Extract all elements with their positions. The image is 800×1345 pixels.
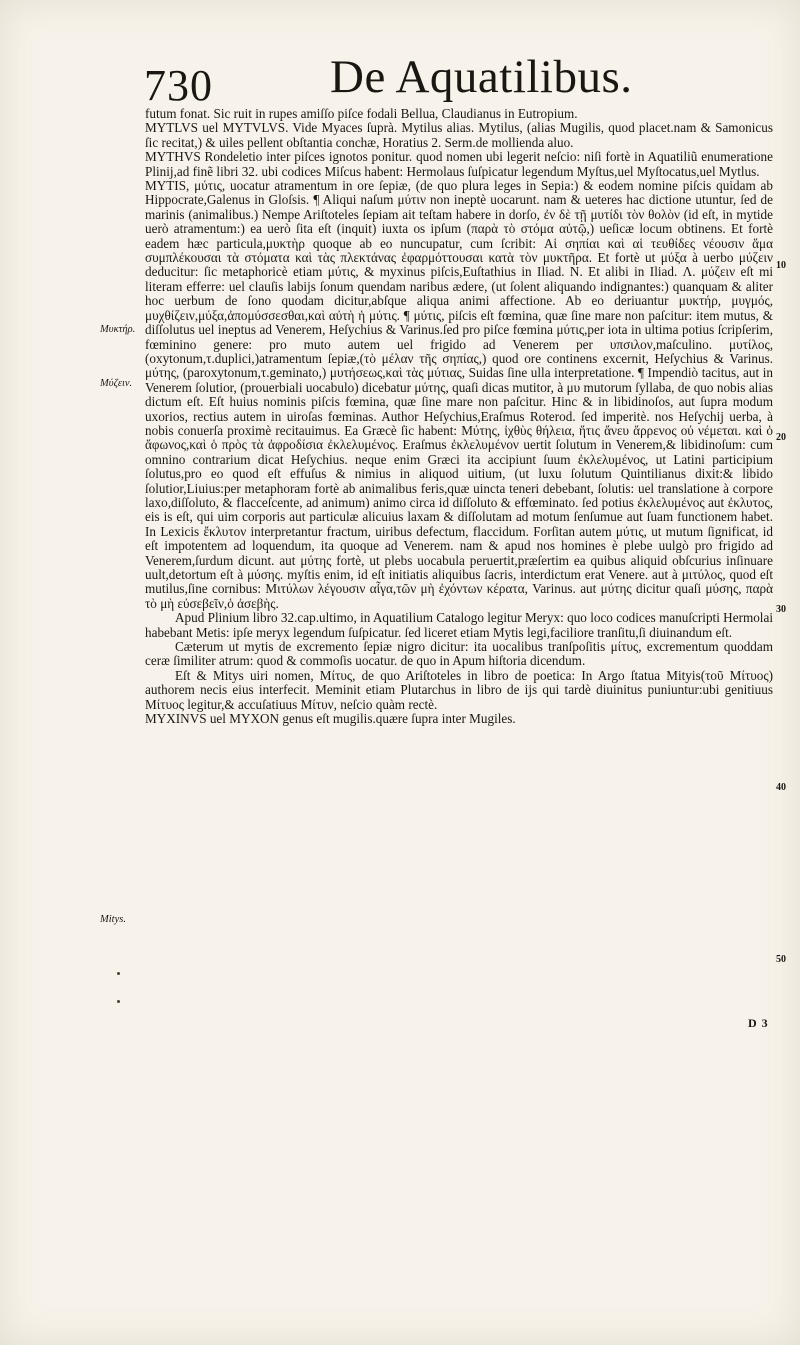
entry-mytis: MYTIS, μύτις, uocatur atramentum in ore ſepiæ, (de quo plura leges in Sepia:) & eodem nomine piſcis quidam ab Hippocrate,Galenus in Gloſsis. ¶ Aliqui naſum μύτιν non ineptè uocarunt. nam & ueteres hac dictione utuntur, ſed de marinis (animalibus.) Nempe Ariſtoteles ſepiam ait teſtam habere in dorſo, ἐν δὲ τῇ μυτίδι τὸν θολὸν (id eſt, in mytide uerò atramentum:) ea uerò ſita eſt (inquit) iuxta os ipſum (παρὰ τὸ στόμα αὐτῷ,) ueſicæ locum obtinens. Et fortè eadem hæc particula,μυκτὴρ quoque ab eo nuncupatur, cum ſcribit: Αἱ σηπίαι καὶ αἱ τευθίδες νέουσιν ἅμα συμπλέκουσαι τὰ στόματα καὶ τὰς πλεκτάνας ἐφαρμόττουσαι κατὰ τὸν μυκτῆρα. Et fortè ut μύξα à uerbo μύζειν deducitur: ſic metaphoricè etiam μύτις, & myxinus piſcis,Euſtathius in Iliad. N. Et alibi in Iliad. Λ. μύζειν eſt mi literam efferre: uel clauſis labijs ſonum quendam naribus ædere, (ut ſolent aliquando indignantes:) quanquam & aliter hoc uerbum de ſono quodam dicitur,abſque aliqua animi affectione. Ab eo deriuantur μυκτήρ, μυγμός, μυχθίζειν,μύξα,ἀπομύσσεσθαι,καὶ αὐτὴ ἡ μύτις. ¶ μύτις, piſcis eſt fœmina, quæ ſine mare non paſcitur: item mutus, & diſſolutus uel ineptus ad Venerem, Heſychius & Varinus.ſed pro piſce fœmina μύτις,per iota in ultima potius ſcripſerim, fœminino genere: pro muto autem uel frigido ad Venerem per υπσιλον,maſculino. μυτίλος, (oxytonum,τ.duplici,)atramentum ſepiæ,(τὸ μέλαν τῆς σηπίας,) quod ore continens excernit, Heſychius & Varinus. μύτης, (paroxytonum,τ.geminato,) μυτήσεως,καὶ τὰς μύτιας, Suidas ſine ulla interpretatione. ¶ Impendiò tacitus, aut in Venerem ſolutior, (prouerbiali uocabulo) dicebatur μύτης, quaſi dicas mutitor, à μυ mutorum ſyllaba, de quo nobis alias dictum eſt. Eſt huius nominis piſcis fœmina, quæ ſine mare non paſcitur. Hinc & in libidinoſos, aut ſupra modum uxorios, rectius autem in uiroſas fœminas. Author Heſychius,Eraſmus Roterod. ſed imperitè. nos Heſychij uerba, à nobis conuerſa proximè recitauimus. Ea Græcè ſic habent: Μύτης, ἰχθὺς θήλεια, ἥτις ἄνευ ἄρρενος οὐ νέμεται. καὶ ὁ ἄφωνος,καὶ ὁ πρὸς τὰ ἀφροδίσια ἐκλελυμένος. Eraſmus ἐκλελυμένον uertit ſolutum in Venerem,& libidinoſum: cum omnino contrarium dicat Heſychius. neque enim Græci ita accipiunt ſuum ἐκλελυμένος, ut Latini participium ſolutus,pro eo quod eſt effuſus & nimius in aliquod uitium, (ut luxu ſolutum Quintilianus dixit:& libido ſolutior,Liuius:per metaphoram fortè ab animalibus feris,quæ uincta teneri debebant, ſolutis: uel translatione à corpore laxo,diſſoluto, & flacceſcente, ad animum) animo circa id diſſoluto & effœminato. ſed potius ἐκλελυμένος aut ἐκλυτος, eis is eſt, qui uim corporis aut particulæ alicuius laxam & diſſolutam ad motum ſenſumue aut ſuam functionem habet. In Lexicis ἔκλυτον interpretantur fractum, uiribus defectum, flaccidum. Forſitan autem μύτις, ut mutum ſignificat, id eſt impotentem ad loquendum, ita quoque ad Venerem. nam & apud nos homines è plebe uulgò pro frigido ad Venerem,ſurdum dicunt. aut μύτης fortè, ut plebs uocabula peruertit,præſertim ea quibus aliquid obſcurius inſinuare uult,detortum eſt à μύσης. myſtis enim, id eſt initiatis aliquibus ſacris, interdictum erat Venere. aut à μιτύλος, quod eſt mutilus,ſine cornibus: Μιτύλων λέγουσιν αἶγα,τῶν μὴ ἐχόντων κέρατα, Varinus. aut μύτης dicitur quaſi μύσης, παρὰ τὸ μὴ εὐσεβεῖν,ὁ ἀσεβὴς. (145, 178, 773, 611)
line-number-50: 50 (776, 954, 786, 965)
body-text (145, 107, 773, 726)
entry-mythus: MYTHVS Rondeletio inter piſces ignotos ponitur. quod nomen ubi legerit neſcio: niſi fortè in Aquatiliũ enumeratione Plinij,ad finẽ libri 32. ubi codices Miſcus habent: Hermolaus ſuſpicatur legendum Myſtus,uel Myſtocatus,uel Mytlus. (145, 149, 773, 179)
paragraph-excrement: Cæterum ut mytis de excremento ſepiæ nigro dicitur: ita uocalibus tranſpoſitis μίτυς, excrementum quoddam ceræ ſimiliter atrum: quod & commoſis uocatur. de quo in Apum hiſtoria dicendum. (145, 639, 773, 669)
paragraph-pliny: Apud Plinium libro 32.cap.ultimo, in Aquatilium Catalogo legitur Meryx: quo loco codices manuſcripti Hermolai habebant Metis: ipſe meryx legendum ſuſpicatur. ſed liceret etiam Mytis legi,faciliore tranſitu,ſi diuinandum eſt. (145, 610, 773, 640)
signature-mark: D 3 (748, 1016, 769, 1030)
margin-note-myzein: Μύζειν. (100, 378, 133, 389)
running-head-title: De Aquatilibus. (330, 51, 633, 103)
paragraph-1: futum fonat. Sic ruit in rupes amiſſo piſce fodali Bellua, Claudianus in Eutropium. (145, 106, 578, 121)
page-number: 730 (144, 61, 213, 110)
line-number-40: 40 (776, 782, 786, 793)
entry-myxinus: MYXINVS uel MYXON genus eſt mugilis.quære ſupra inter Mugiles. (145, 711, 516, 727)
line-number-30: 30 (776, 604, 786, 615)
margin-dot (117, 1000, 120, 1003)
margin-note-mykter: Μυκτήρ. (100, 324, 136, 335)
entry-mytlus: MYTLVS uel MYTVLVS. Vide Myaces ſuprà. Mytilus alias. Mytilus, (alias Mugilis, quod placet.nam & Samonicus ſic recitat,) & uiles pellent obſtantia conchæ, Horatius 2. Serm.de mollienda aluo. (145, 120, 773, 150)
line-number-10: 10 (776, 260, 786, 271)
paragraph-mitys-name: Eſt & Mitys uiri nomen, Μίτυς, de quo Ariſtoteles in libro de poetica: In Argo ſtatua Mityis(τοῦ Μίτυος) authorem necis eius interfecit. Meminit etiam Plutarchus in libro de ijs qui tardè diuinitus puniuntur:ubi genitiuus Μίτυος legitur,& accuſatiuus Μίτυν, neſcio quàm rectè. (145, 667, 773, 712)
line-number-20: 20 (776, 432, 786, 443)
margin-dot (117, 972, 120, 975)
margin-note-mitys: Mitys. (100, 914, 126, 925)
